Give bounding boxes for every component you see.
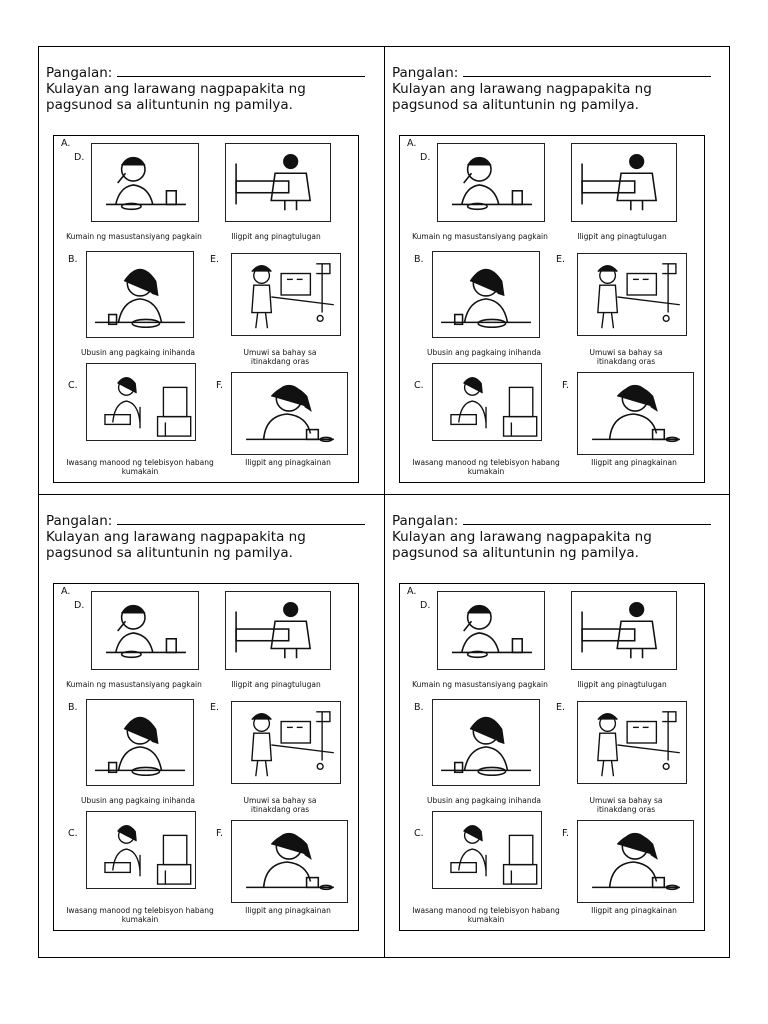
caption-d: Kumain ng masustansiyang pagkain — [66, 232, 202, 241]
letter-f: F. — [216, 380, 223, 391]
caption-b: Ubusin ang pagkaing inihanda — [427, 796, 541, 805]
caption-f: Iligpit ang pinagkainan — [245, 906, 331, 915]
instruction-text: Kulayan ang larawang nagpapakita ng pagsunod sa alituntunin ng pamilya. — [392, 81, 652, 113]
pictures-box — [53, 135, 359, 483]
caption-c: Iwasang manood ng telebisyon habang kumakain — [66, 906, 214, 924]
child-making-bed-icon[interactable] — [225, 591, 331, 670]
child-making-bed-icon[interactable] — [225, 143, 331, 222]
name-line — [46, 512, 365, 529]
girl-eating-meal-icon[interactable] — [86, 251, 194, 338]
letter-e: E. — [556, 702, 566, 713]
instruction-text: Kulayan ang larawang nagpapakita ng pagsunod sa alituntunin ng pamilya. — [46, 529, 306, 561]
child-eating-near-tv-icon[interactable] — [86, 363, 196, 441]
caption-bed: Iligpit ang pinagtulugan — [577, 232, 667, 241]
name-line — [392, 64, 711, 81]
letter-b: B. — [414, 254, 424, 265]
child-making-bed-icon[interactable] — [571, 591, 677, 670]
pictures-box — [399, 135, 705, 483]
letter-b: B. — [68, 254, 78, 265]
girl-clearing-table-icon[interactable] — [231, 372, 348, 455]
letter-f: F. — [562, 828, 569, 839]
child-eating-icon[interactable] — [437, 143, 545, 222]
girl-clearing-table-icon[interactable] — [231, 820, 348, 903]
name-field[interactable] — [463, 64, 711, 77]
name-field[interactable] — [463, 512, 711, 525]
name-label: Pangalan: — [392, 65, 459, 81]
worksheet-cell — [39, 47, 384, 494]
name-line — [392, 512, 711, 529]
child-eating-near-tv-icon[interactable] — [432, 363, 542, 441]
child-eating-icon[interactable] — [91, 591, 199, 670]
caption-b: Ubusin ang pagkaing inihanda — [81, 796, 195, 805]
caption-d: Kumain ng masustansiyang pagkain — [412, 232, 548, 241]
child-eating-near-tv-icon[interactable] — [432, 811, 542, 889]
letter-b: B. — [68, 702, 78, 713]
letter-d: D. — [420, 152, 431, 163]
letter-c: C. — [68, 380, 78, 391]
worksheet-cell — [385, 495, 730, 942]
name-label: Pangalan: — [392, 513, 459, 529]
name-label: Pangalan: — [46, 65, 113, 81]
girl-walking-home-icon[interactable] — [231, 253, 341, 336]
caption-e: Umuwi sa bahay sa itinakdang oras — [589, 796, 663, 814]
name-field[interactable] — [117, 64, 365, 77]
instruction-text: Kulayan ang larawang nagpapakita ng pagsunod sa alituntunin ng pamilya. — [46, 81, 306, 113]
letter-a: A. — [61, 138, 71, 149]
letter-d: D. — [74, 152, 85, 163]
name-label: Pangalan: — [46, 513, 113, 529]
caption-e: Umuwi sa bahay sa itinakdang oras — [243, 796, 317, 814]
worksheet-cell — [39, 495, 384, 942]
caption-d: Kumain ng masustansiyang pagkain — [66, 680, 202, 689]
instruction-text: Kulayan ang larawang nagpapakita ng pagsunod sa alituntunin ng pamilya. — [392, 529, 652, 561]
caption-bed: Iligpit ang pinagtulugan — [231, 232, 321, 241]
child-eating-icon[interactable] — [91, 143, 199, 222]
girl-eating-meal-icon[interactable] — [432, 251, 540, 338]
letter-d: D. — [74, 600, 85, 611]
letter-e: E. — [556, 254, 566, 265]
caption-c: Iwasang manood ng telebisyon habang kumakain — [66, 458, 214, 476]
letter-c: C. — [414, 828, 424, 839]
letter-f: F. — [216, 828, 223, 839]
caption-bed: Iligpit ang pinagtulugan — [231, 680, 321, 689]
letter-e: E. — [210, 702, 220, 713]
girl-clearing-table-icon[interactable] — [577, 372, 694, 455]
child-eating-icon[interactable] — [437, 591, 545, 670]
girl-walking-home-icon[interactable] — [577, 253, 687, 336]
caption-b: Ubusin ang pagkaing inihanda — [427, 348, 541, 357]
caption-f: Iligpit ang pinagkainan — [591, 906, 677, 915]
letter-f: F. — [562, 380, 569, 391]
girl-walking-home-icon[interactable] — [577, 701, 687, 784]
caption-bed: Iligpit ang pinagtulugan — [577, 680, 667, 689]
letter-c: C. — [414, 380, 424, 391]
letter-d: D. — [420, 600, 431, 611]
girl-eating-meal-icon[interactable] — [86, 699, 194, 786]
caption-b: Ubusin ang pagkaing inihanda — [81, 348, 195, 357]
pictures-box — [53, 583, 359, 931]
child-making-bed-icon[interactable] — [571, 143, 677, 222]
caption-f: Iligpit ang pinagkainan — [245, 458, 331, 467]
letter-a: A. — [61, 586, 71, 597]
girl-walking-home-icon[interactable] — [231, 701, 341, 784]
child-eating-near-tv-icon[interactable] — [86, 811, 196, 889]
caption-c: Iwasang manood ng telebisyon habang kumakain — [412, 906, 560, 924]
letter-a: A. — [407, 586, 417, 597]
caption-d: Kumain ng masustansiyang pagkain — [412, 680, 548, 689]
caption-e: Umuwi sa bahay sa itinakdang oras — [589, 348, 663, 366]
worksheet-cell — [385, 47, 730, 494]
worksheet-sheet — [38, 46, 730, 958]
pictures-box — [399, 583, 705, 931]
letter-b: B. — [414, 702, 424, 713]
name-field[interactable] — [117, 512, 365, 525]
name-line — [46, 64, 365, 81]
caption-e: Umuwi sa bahay sa itinakdang oras — [243, 348, 317, 366]
girl-clearing-table-icon[interactable] — [577, 820, 694, 903]
letter-e: E. — [210, 254, 220, 265]
caption-c: Iwasang manood ng telebisyon habang kumakain — [412, 458, 560, 476]
caption-f: Iligpit ang pinagkainan — [591, 458, 677, 467]
letter-a: A. — [407, 138, 417, 149]
letter-c: C. — [68, 828, 78, 839]
girl-eating-meal-icon[interactable] — [432, 699, 540, 786]
